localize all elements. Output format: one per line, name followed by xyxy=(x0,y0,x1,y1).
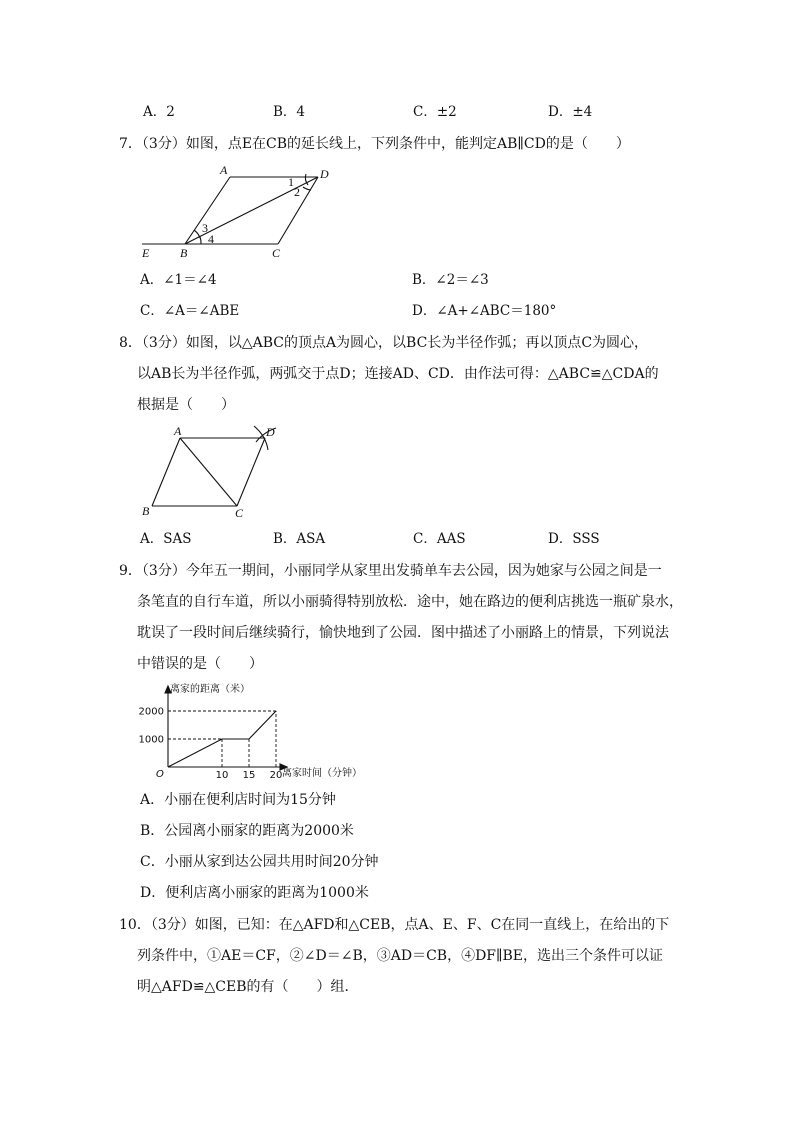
q7-label-a: A xyxy=(220,163,228,177)
q9-stem-line-1: 9．（3分）今年五一期间，小丽同学从家里出发骑单车去公园，因为她家与公园之间是一 xyxy=(119,563,662,579)
q6-option-d[interactable]: D．±4 xyxy=(548,104,593,120)
q6-option-a[interactable]: A．2 xyxy=(143,104,175,120)
q7-label-e: E xyxy=(142,246,150,260)
chart-xlabel: 离家时间（分钟） xyxy=(282,768,362,779)
q9-option-a[interactable]: A．小丽在便利店时间为15分钟 xyxy=(140,792,336,808)
q8-label-b: B xyxy=(142,504,150,518)
q7-angle-1: 1 xyxy=(288,175,294,189)
q6-option-b[interactable]: B．4 xyxy=(273,104,306,120)
q8-option-b[interactable]: B．ASA xyxy=(273,531,326,547)
q8-option-a[interactable]: A．SAS xyxy=(140,531,192,547)
q9-option-d[interactable]: D．便利店离小丽家的距离为1000米 xyxy=(140,885,369,901)
q7-label-c: C xyxy=(272,246,281,260)
q8-label-a: A xyxy=(174,424,182,438)
q9-chart xyxy=(132,678,392,782)
chart-xtick-label-2: 20 xyxy=(269,770,283,781)
q10-stem-line-3: 明△AFD≌△CEB的有（ ）组． xyxy=(137,979,359,995)
chart-xtick-label-0: 10 xyxy=(215,770,229,781)
q7-angle-4: 4 xyxy=(208,232,214,246)
q9-stem-line-3: 耽误了一段时间后继续骑行，愉快地到了公园．图中描述了小丽路上的情景，下列说法 xyxy=(137,625,669,641)
q10-stem-line-2: 列条件中，①AE＝CF，②∠D＝∠B，③AD＝CB，④DF∥BE，选出三个条件可以证 xyxy=(137,948,663,964)
q9-option-c[interactable]: C．小丽从家到达公园共用时间20分钟 xyxy=(140,854,379,870)
q7-stem: 7．（3分）如图，点E在CB的延长线上，下列条件中，能判定AB∥CD的是（ ） xyxy=(119,136,630,152)
q9-option-b[interactable]: B．公园离小丽家的距离为2000米 xyxy=(140,823,354,839)
q8-stem-line-3: 根据是（ ） xyxy=(137,397,235,413)
q7-option-b[interactable]: B．∠2＝∠3 xyxy=(412,272,489,288)
q8-label-d: D xyxy=(266,425,275,439)
q7-label-d: D xyxy=(320,167,329,181)
q8-label-c: C xyxy=(235,506,244,520)
q7-angle-3: 3 xyxy=(202,221,208,235)
chart-ylabel: 离家的距离（米） xyxy=(170,684,250,695)
q8-option-c[interactable]: C．AAS xyxy=(413,531,466,547)
q7-option-a[interactable]: A．∠1＝∠4 xyxy=(140,272,217,288)
chart-axes xyxy=(165,686,287,770)
chart-xtick-label-1: 15 xyxy=(242,770,256,781)
q9-stem-line-4: 中错误的是（ ） xyxy=(137,656,263,672)
q8-stem-line-2: 以AB长为半径作弧，两弧交于点D；连接AD、CD．由作法可得：△ABC≌△CDA的 xyxy=(137,366,659,382)
q7-option-d[interactable]: D．∠A+∠ABC＝180° xyxy=(412,303,557,319)
q9-stem-line-2: 条笔直的自行车道，所以小丽骑得特别放松．途中，她在路边的便利店挑选一瓶矿泉水， xyxy=(137,594,683,610)
chart-ytick-label-0: 1000 xyxy=(138,734,164,746)
q7-figure xyxy=(130,160,350,260)
q7-label-b: B xyxy=(180,246,188,260)
q7-angle-2: 2 xyxy=(294,185,300,199)
q10-stem-line-1: 10．（3分）如图，已知：在△AFD和△CEB，点A、E、F、C在同一直线上，在给出的下 xyxy=(119,917,670,933)
q7-option-c[interactable]: C．∠A＝∠ABE xyxy=(140,303,240,319)
chart-ytick-label-1: 2000 xyxy=(138,706,164,718)
q8-option-d[interactable]: D．SSS xyxy=(548,531,600,547)
chart-origin: O xyxy=(156,769,164,780)
q8-figure xyxy=(138,420,298,520)
q8-stem-line-1: 8．（3分）如图，以△ABC的顶点A为圆心，以BC长为半径作弧；再以顶点C为圆心， xyxy=(119,335,649,351)
q6-option-c[interactable]: C．±2 xyxy=(413,104,457,120)
